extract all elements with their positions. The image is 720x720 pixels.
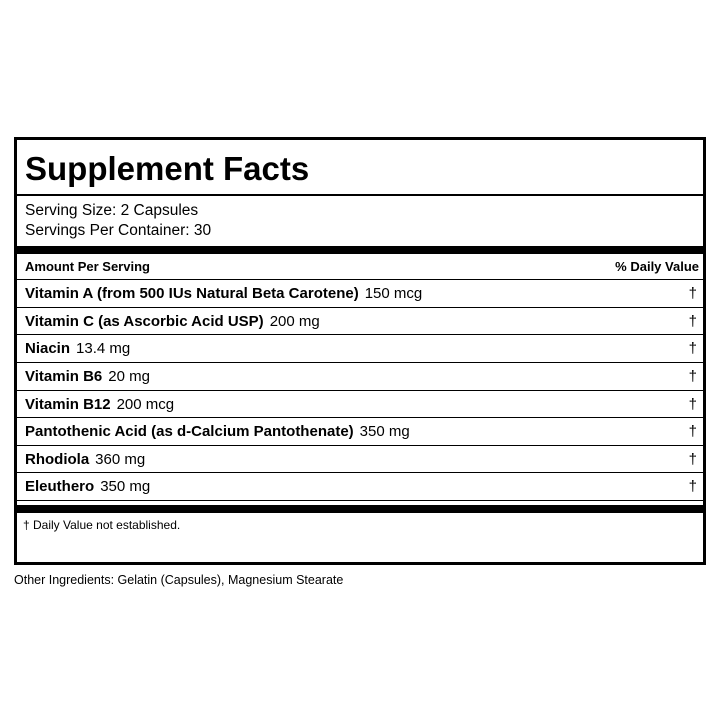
serving-size: Serving Size: 2 Capsules bbox=[25, 202, 199, 219]
thick-divider-top bbox=[17, 246, 703, 254]
nutrient-amount: 13.4 mg bbox=[76, 340, 131, 357]
nutrient-row bbox=[25, 446, 697, 473]
nutrient-amount: 200 mg bbox=[269, 313, 320, 330]
nutrient-daily-value: † bbox=[688, 478, 697, 495]
daily-value-header: % Daily Value bbox=[615, 259, 699, 274]
nutrient-daily-value: † bbox=[688, 396, 697, 413]
nutrient-name: Niacin bbox=[25, 340, 71, 357]
nutrient-daily-value: † bbox=[688, 285, 697, 302]
title-divider bbox=[17, 194, 703, 196]
nutrient-daily-value: † bbox=[688, 451, 697, 468]
nutrient-row bbox=[25, 363, 697, 390]
servings-per-container: Servings Per Container: 30 bbox=[25, 222, 212, 239]
nutrient-amount: 20 mg bbox=[108, 368, 150, 385]
nutrient-daily-value: † bbox=[688, 313, 697, 330]
nutrient-row bbox=[25, 308, 697, 335]
amount-per-serving-header: Amount Per Serving bbox=[25, 259, 150, 274]
nutrient-amount: 350 mg bbox=[359, 423, 410, 440]
nutrient-row bbox=[25, 391, 697, 418]
nutrient-amount: 350 mg bbox=[100, 478, 151, 495]
nutrient-row bbox=[25, 280, 697, 307]
nutrient-daily-value: † bbox=[688, 368, 697, 385]
column-header-row bbox=[25, 256, 699, 278]
supplement-facts-panel bbox=[14, 137, 706, 565]
nutrient-name: Vitamin C (as Ascorbic Acid USP) bbox=[25, 313, 264, 330]
row-divider bbox=[17, 500, 703, 501]
nutrient-daily-value: † bbox=[688, 340, 697, 357]
nutrient-name: Vitamin B6 bbox=[25, 368, 103, 385]
nutrient-name: Pantothenic Acid (as d-Calcium Pantothenate) bbox=[25, 423, 354, 440]
nutrient-name: Rhodiola bbox=[25, 451, 90, 468]
daily-value-footnote: † Daily Value not established. bbox=[23, 518, 181, 532]
nutrient-row bbox=[25, 335, 697, 362]
thick-divider-bottom bbox=[17, 505, 703, 513]
panel-title: Supplement Facts bbox=[25, 150, 310, 187]
nutrient-amount: 360 mg bbox=[95, 451, 146, 468]
nutrient-amount: 150 mcg bbox=[364, 285, 423, 302]
nutrient-row bbox=[25, 473, 697, 500]
nutrient-name: Vitamin A (from 500 IUs Natural Beta Carotene) bbox=[25, 285, 359, 302]
nutrient-name: Vitamin B12 bbox=[25, 396, 111, 413]
nutrient-daily-value: † bbox=[688, 423, 697, 440]
nutrient-amount: 200 mcg bbox=[116, 396, 175, 413]
other-ingredients: Other Ingredients: Gelatin (Capsules), Magnesium Stearate bbox=[14, 573, 344, 587]
nutrient-row bbox=[25, 418, 697, 445]
nutrient-name: Eleuthero bbox=[25, 478, 95, 495]
